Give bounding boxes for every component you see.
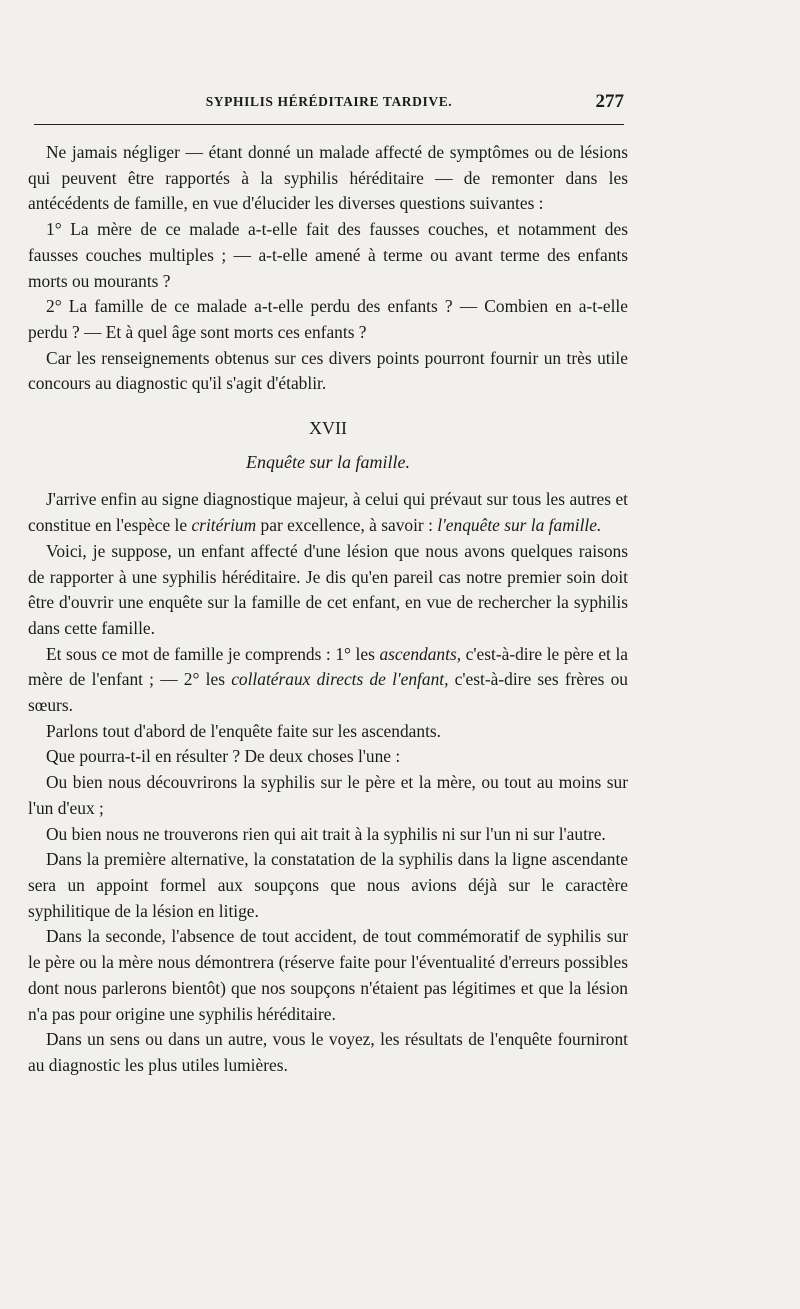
paragraph [28, 642, 628, 719]
text-run: c'est-à-dire ses frères ou sœurs. [28, 669, 629, 716]
text-run: J'arrive enfin au signe diagnostique majeur, à celui qui prévaut sur tous les autres et constitue en l'espèce le [28, 489, 628, 536]
paragraph [28, 487, 628, 538]
paragraph: Dans la seconde, l'absence de tout accident, de tout commémoratif de syphilis sur le père ou la mère nous démontrera (réserve faite pour l'éventualité d'erreurs possibles dont nous parlerons bientôt) que nos soupçons n'étaient pas légitimes et que la lésion n'a pas pour origine une syphilis héréditaire. [28, 926, 628, 1024]
emphasis: critérium [191, 515, 257, 536]
emphasis: l'enquête sur la famille. [437, 515, 602, 536]
paragraph: Ne jamais négliger — étant donné un malade affecté de symptômes ou de lésions qui peuvent être rapportés à la syphilis héréditaire — de remonter dans les antécédents de famille, en vue d'élucider les diverses questions suivantes : [28, 142, 628, 214]
paragraph: Ou bien nous ne trouverons rien qui ait trait à la syphilis ni sur l'un ni sur l'autre. [46, 823, 606, 844]
paragraph: Ou bien nous découvrirons la syphilis sur le père et la mère, ou tout au moins sur l'un d'eux ; [28, 772, 628, 818]
text-run: c'est-à-dire le père et la mère de l'enfant ; — 2° les [28, 643, 628, 690]
page-number: 277 [595, 91, 624, 112]
header-rule [34, 124, 624, 125]
text-run: par excellence, à savoir : [256, 515, 438, 536]
section-number: XVII [309, 418, 347, 439]
page-body [28, 140, 628, 1079]
paragraph: Que pourra-t-il en résulter ? De deux choses l'une : [46, 746, 401, 767]
text-run: Et sous ce mot de famille je comprends : 1° les [46, 643, 380, 664]
paragraph: 2° La famille de ce malade a-t-elle perdu des enfants ? — Combien en a-t-elle perdu ? — Et à quel âge sont morts ces enfants ? [28, 296, 628, 342]
running-title: SYPHILIS HÉRÉDITAIRE TARDIVE. [205, 94, 453, 109]
paragraph: 1° La mère de ce malade a-t-elle fait des fausses couches, et notamment des fausses couches multiples ; — a-t-elle amené à terme ou avant terme des enfants morts ou mourants ? [28, 219, 628, 291]
paragraph: Voici, je suppose, un enfant affecté d'une lésion que nous avons quelques raisons de rapporter à une syphilis héréditaire. Je dis qu'en pareil cas notre premier soin doit être d'ouvrir une enquête sur la famille de cet enfant, en vue de rechercher la syphilis dans cette famille. [28, 540, 628, 638]
paragraph: Dans la première alternative, la constatation de la syphilis dans la ligne ascendante sera un appoint formel aux soupçons que nous avions déjà sur le caractère syphilitique de la lésion en litige. [28, 849, 628, 921]
paragraph: Dans un sens ou dans un autre, vous le voyez, les résultats de l'enquête fourniront au diagnostic les plus utiles lumières. [28, 1029, 628, 1075]
paragraph: Parlons tout d'abord de l'enquête faite sur les ascendants. [46, 720, 442, 741]
paragraph: Car les renseignements obtenus sur ces divers points pourront fournir un très utile concours au diagnostic qu'il s'agit d'établir. [28, 347, 628, 394]
section-title: Enquête sur la famille. [246, 451, 410, 472]
running-header [34, 91, 624, 116]
emphasis: collatéraux directs de l'enfant, [231, 669, 449, 690]
emphasis: ascendants, [379, 643, 462, 664]
